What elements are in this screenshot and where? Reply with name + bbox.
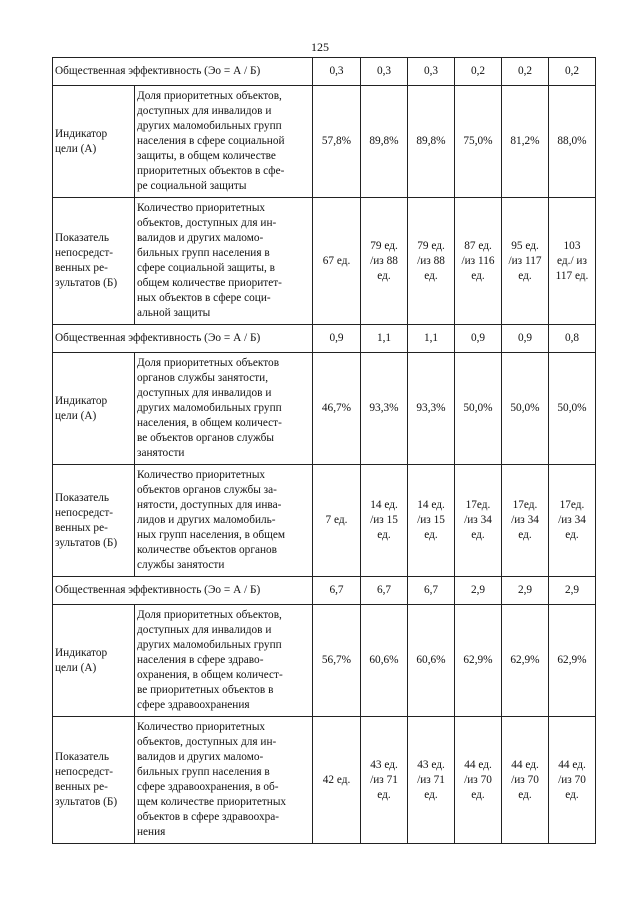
efficiency-row [53, 325, 596, 353]
output-value: 44 ед. /из 70 ед. [549, 717, 596, 844]
indicator-row [53, 86, 596, 198]
indicator-value: 60,6% [408, 605, 455, 717]
output-row [53, 198, 596, 325]
indicator-description: Доля приоритетных объектов, доступных для инвалидов и других маломобильных групп населения в сфере социальной защиты, в общем количестве приоритетных объектов в сфе- ре социальной защиты [135, 86, 313, 198]
output-row [53, 465, 596, 577]
efficiency-label: Общественная эффективность (Эо = А / Б) [53, 577, 313, 605]
output-label: Показатель непосредст- венных ре- зультатов (Б) [53, 717, 135, 844]
output-description: Количество приоритетных объектов органов службы за- нятости, доступных для инва- лидов и других маломобиль- ных групп населения, в общем количестве объектов органов службы занятости [135, 465, 313, 577]
table-body [53, 58, 596, 844]
output-value: 87 ед. /из 116 ед. [455, 198, 502, 325]
output-label: Показатель непосредст- венных ре- зультатов (Б) [53, 465, 135, 577]
output-value: 17ед. /из 34 ед. [549, 465, 596, 577]
efficiency-table [52, 57, 596, 844]
page-number: 125 [311, 40, 329, 54]
output-value: 43 ед. /из 71 ед. [408, 717, 455, 844]
output-value: 43 ед. /из 71 ед. [361, 717, 408, 844]
efficiency-value: 1,1 [361, 325, 408, 353]
indicator-value: 60,6% [361, 605, 408, 717]
indicator-value: 62,9% [455, 605, 502, 717]
indicator-value: 50,0% [549, 353, 596, 465]
indicator-value: 57,8% [313, 86, 361, 198]
indicator-value: 50,0% [455, 353, 502, 465]
output-value: 42 ед. [313, 717, 361, 844]
indicator-label: Индикатор цели (А) [53, 605, 135, 717]
output-value: 79 ед. /из 88 ед. [361, 198, 408, 325]
efficiency-value: 0,2 [455, 58, 502, 86]
efficiency-value: 0,3 [408, 58, 455, 86]
output-value: 14 ед. /из 15 ед. [408, 465, 455, 577]
indicator-value: 50,0% [502, 353, 549, 465]
efficiency-value: 6,7 [313, 577, 361, 605]
output-value: 44 ед. /из 70 ед. [455, 717, 502, 844]
efficiency-value: 0,9 [502, 325, 549, 353]
efficiency-value: 0,9 [313, 325, 361, 353]
indicator-label: Индикатор цели (А) [53, 86, 135, 198]
indicator-value: 93,3% [408, 353, 455, 465]
efficiency-value: 0,3 [361, 58, 408, 86]
indicator-row [53, 605, 596, 717]
output-value: 103 ед./ из 117 ед. [549, 198, 596, 325]
output-row [53, 717, 596, 844]
efficiency-value: 2,9 [502, 577, 549, 605]
indicator-value: 81,2% [502, 86, 549, 198]
output-value: 44 ед. /из 70 ед. [502, 717, 549, 844]
output-description: Количество приоритетных объектов, доступных для ин- валидов и других маломо- бильных групп населения в сфере здравоохранения, в об- щем количестве приоритетных объектов в сфере здравоохра- нения [135, 717, 313, 844]
efficiency-value: 6,7 [361, 577, 408, 605]
indicator-value: 62,9% [549, 605, 596, 717]
output-label: Показатель непосредст- венных ре- зультатов (Б) [53, 198, 135, 325]
indicator-description: Доля приоритетных объектов органов службы занятости, доступных для инвалидов и других маломобильных групп населения, в общем количест- ве объектов органов службы занятости [135, 353, 313, 465]
output-value: 7 ед. [313, 465, 361, 577]
indicator-value: 89,8% [361, 86, 408, 198]
efficiency-value: 6,7 [408, 577, 455, 605]
indicator-value: 62,9% [502, 605, 549, 717]
efficiency-value: 0,2 [549, 58, 596, 86]
indicator-row [53, 353, 596, 465]
indicator-value: 75,0% [455, 86, 502, 198]
output-value: 95 ед. /из 117 ед. [502, 198, 549, 325]
output-value: 79 ед. /из 88 ед. [408, 198, 455, 325]
output-value: 17ед. /из 34 ед. [502, 465, 549, 577]
efficiency-row [53, 58, 596, 86]
efficiency-value: 2,9 [549, 577, 596, 605]
indicator-value: 46,7% [313, 353, 361, 465]
output-value: 14 ед. /из 15 ед. [361, 465, 408, 577]
output-value: 67 ед. [313, 198, 361, 325]
output-value: 17ед. /из 34 ед. [455, 465, 502, 577]
efficiency-label: Общественная эффективность (Эо = А / Б) [53, 58, 313, 86]
efficiency-value: 0,9 [455, 325, 502, 353]
efficiency-value: 0,2 [502, 58, 549, 86]
efficiency-row [53, 577, 596, 605]
efficiency-value: 0,8 [549, 325, 596, 353]
efficiency-label: Общественная эффективность (Эо = А / Б) [53, 325, 313, 353]
indicator-value: 56,7% [313, 605, 361, 717]
efficiency-value: 0,3 [313, 58, 361, 86]
indicator-label: Индикатор цели (А) [53, 353, 135, 465]
indicator-value: 93,3% [361, 353, 408, 465]
indicator-value: 88,0% [549, 86, 596, 198]
output-description: Количество приоритетных объектов, доступных для ин- валидов и других маломо- бильных групп населения в сфере социальной защиты, в общем количестве приоритет- ных объектов в сфере соци- альной защиты [135, 198, 313, 325]
efficiency-value: 2,9 [455, 577, 502, 605]
indicator-description: Доля приоритетных объектов, доступных для инвалидов и других маломобильных групп населения в сфере здраво- охранения, в общем количест- ве приоритетных объектов в сфере здравоохранения [135, 605, 313, 717]
indicator-value: 89,8% [408, 86, 455, 198]
efficiency-value: 1,1 [408, 325, 455, 353]
